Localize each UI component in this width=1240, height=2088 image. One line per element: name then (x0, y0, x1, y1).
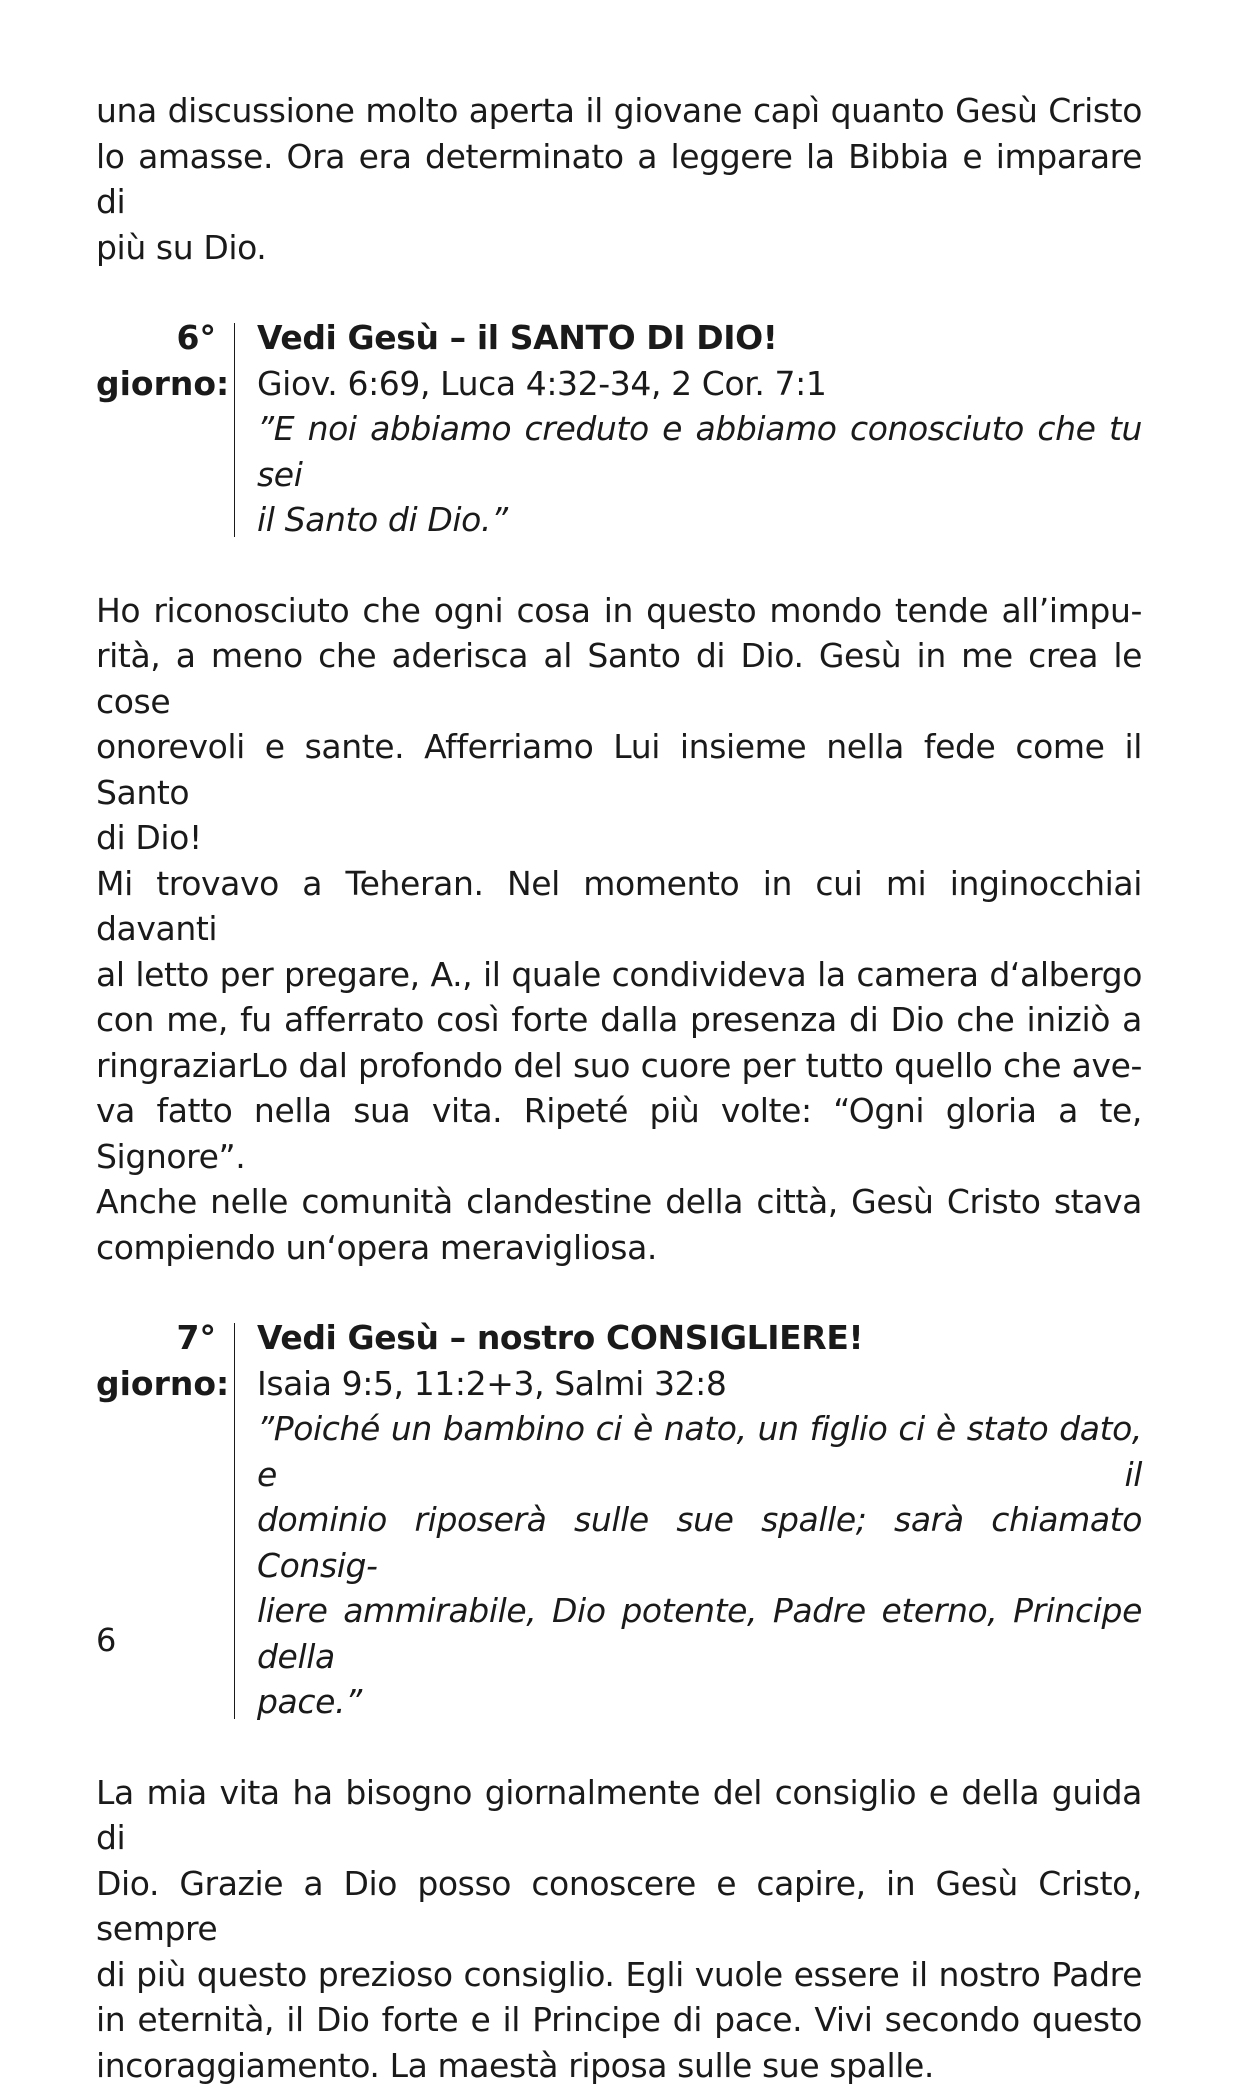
quote-line: ”E noi abbiamo creduto e abbiamo conosciuto che tu sei (257, 406, 1142, 497)
day-title: Vedi Gesù – il SANTO DI DIO! (257, 315, 1142, 361)
quote-line: il Santo di Dio.” (257, 497, 1142, 543)
day-7-block (96, 1315, 1142, 1725)
text-line: compiendo un‘opera meravigliosa. (96, 1225, 1142, 1271)
text-line: più su Dio. (96, 225, 1142, 271)
day-6-label (96, 315, 234, 543)
quote-line: dominio riposerà sulle sue spalle; sarà chiamato Consig- (257, 1497, 1142, 1588)
page-body (96, 88, 1142, 2088)
day-number: 7° (96, 1315, 216, 1361)
text-line: La mia vita ha bisogno giornalmente del consiglio e della guida di (96, 1770, 1142, 1861)
day-6-paragraph-1 (96, 588, 1142, 861)
day-6-block (96, 315, 1142, 543)
quote-line: liere ammirabile, Dio potente, Padre eterno, Principe della (257, 1588, 1142, 1679)
text-line: in eternità, il Dio forte e il Principe di pace. Vivi secondo questo (96, 1997, 1142, 2043)
text-line: di Dio! (96, 815, 1142, 861)
day-7-content (235, 1315, 1142, 1725)
text-line: incoraggiamento. La maestà riposa sulle sue spalle. (96, 2043, 1142, 2088)
text-line: ringraziarLo dal profondo del suo cuore per tutto quello che ave- (96, 1043, 1142, 1089)
day-7-label (96, 1315, 234, 1725)
day-6-content (235, 315, 1142, 543)
scripture-reference: Isaia 9:5, 11:2+3, Salmi 32:8 (257, 1361, 1142, 1407)
text-line: di più questo prezioso consiglio. Egli vuole essere il nostro Padre (96, 1952, 1142, 1998)
intro-paragraph (96, 88, 1142, 270)
day-number: 6° (96, 315, 216, 361)
quote-line: ”Poiché un bambino ci è nato, un figlio ci è stato dato, e il (257, 1406, 1142, 1497)
day-7-paragraph (96, 1770, 1142, 2088)
text-line: Dio. Grazie a Dio posso conoscere e capire, in Gesù Cristo, sempre (96, 1861, 1142, 1952)
scripture-quote (257, 406, 1142, 543)
day-word: giorno: (96, 361, 216, 407)
text-line: Anche nelle comunità clandestine della città, Gesù Cristo stava (96, 1179, 1142, 1225)
page-number: 6 (96, 1620, 116, 1660)
day-title: Vedi Gesù – nostro CONSIGLIERE! (257, 1315, 1142, 1361)
text-line: rità, a meno che aderisca al Santo di Dio. Gesù in me crea le cose (96, 633, 1142, 724)
text-line: al letto per pregare, A., il quale condivideva la camera d‘albergo (96, 952, 1142, 998)
text-line: onorevoli e sante. Afferriamo Lui insieme nella fede come il Santo (96, 724, 1142, 815)
text-line: va fatto nella sua vita. Ripeté più volte: “Ogni gloria a te, Signore”. (96, 1088, 1142, 1179)
scripture-quote (257, 1406, 1142, 1725)
day-word: giorno: (96, 1361, 216, 1407)
scripture-reference: Giov. 6:69, Luca 4:32-34, 2 Cor. 7:1 (257, 361, 1142, 407)
day-6-paragraph-2 (96, 861, 1142, 1271)
text-line: Ho riconosciuto che ogni cosa in questo mondo tende all’impu- (96, 588, 1142, 634)
text-line: una discussione molto aperta il giovane capì quanto Gesù Cristo (96, 88, 1142, 134)
text-line: con me, fu afferrato così forte dalla presenza di Dio che iniziò a (96, 997, 1142, 1043)
text-line: Mi trovavo a Teheran. Nel momento in cui mi inginocchiai davanti (96, 861, 1142, 952)
quote-line: pace.” (257, 1679, 1142, 1725)
text-line: lo amasse. Ora era determinato a leggere la Bibbia e imparare di (96, 134, 1142, 225)
